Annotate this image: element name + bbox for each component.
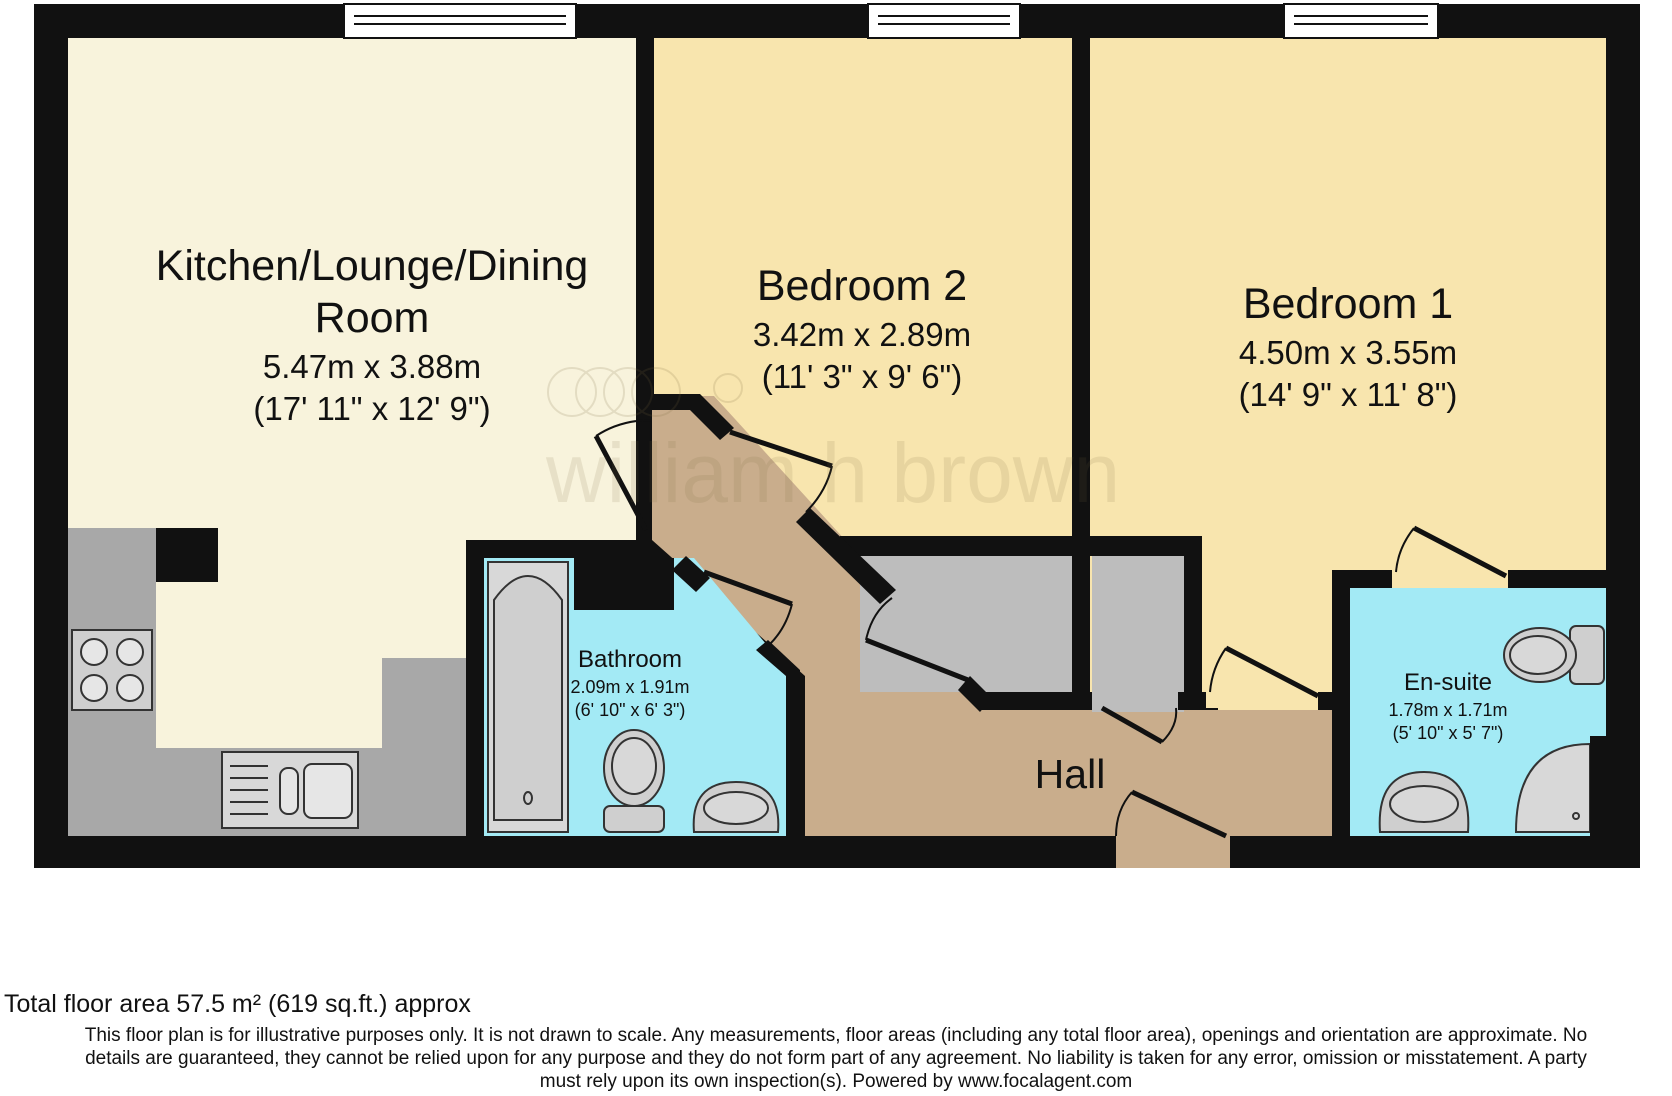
window-bedroom-1 xyxy=(1284,4,1438,38)
disclaimer-line-3: must rely upon its own inspection(s). Powered by www.focalagent.com xyxy=(539,1071,1133,1092)
watermark-text: william h brown xyxy=(546,426,1121,520)
bedroom-1-imperial: (14' 9" x 11' 8") xyxy=(1238,376,1458,413)
kitchen-pillar xyxy=(156,528,218,582)
kitchen-metric: 5.47m x 3.88m xyxy=(262,348,482,385)
en-suite-imperial: (5' 10" x 5' 7") xyxy=(1392,723,1504,743)
bath-icon xyxy=(488,562,568,832)
window-kitchen xyxy=(344,4,576,38)
hob-icon xyxy=(72,630,152,710)
ensuite-toilet-icon xyxy=(1504,626,1604,684)
bedroom-1-lower xyxy=(1218,560,1338,710)
bathroom-boxing xyxy=(574,558,674,610)
bedroom-2-metric: 3.42m x 2.89m xyxy=(752,316,972,353)
bedroom-2-name: Bedroom 2 xyxy=(756,262,968,310)
bathroom-name: Bathroom xyxy=(577,646,683,673)
cupboard-left xyxy=(860,556,1078,692)
basin-icon xyxy=(694,782,779,832)
total-floor-area: Total floor area 57.5 m² (619 sq.ft.) approx xyxy=(4,990,471,1018)
bedroom-2-imperial: (11' 3" x 9' 6") xyxy=(761,358,963,395)
bedroom-1-metric: 4.50m x 3.55m xyxy=(1238,334,1458,371)
kitchen-imperial: (17' 11" x 12' 9") xyxy=(253,390,491,427)
disclaimer xyxy=(0,1024,1672,1093)
en-suite-metric: 1.78m x 1.71m xyxy=(1388,700,1508,720)
toilet-icon xyxy=(604,730,664,832)
disclaimer-line-2: details are guaranteed, they cannot be relied upon for any purpose and they do not form part of any agreement. No liability is taken for any error, omission or misstatement. A party xyxy=(85,1048,1587,1069)
bathroom-metric: 2.09m x 1.91m xyxy=(570,677,690,697)
kitchen-name-line1: Kitchen/Lounge/Dining xyxy=(155,242,589,290)
entrance-threshold xyxy=(1116,836,1230,868)
bedroom-1-name: Bedroom 1 xyxy=(1242,280,1454,328)
sink-icon xyxy=(222,752,358,828)
window-bedroom-2 xyxy=(868,4,1020,38)
en-suite-name: En-suite xyxy=(1403,669,1493,696)
cupboard-right xyxy=(1092,556,1184,712)
hall-name: Hall xyxy=(1034,751,1106,797)
bathroom-imperial: (6' 10" x 6' 3") xyxy=(574,700,686,720)
kitchen-name-line2: Room xyxy=(314,294,430,342)
disclaimer-line-1: This floor plan is for illustrative purposes only. It is not drawn to scale. Any measurements, floor areas (including any total floor area), openings and orientation are approximate. No xyxy=(84,1025,1588,1046)
